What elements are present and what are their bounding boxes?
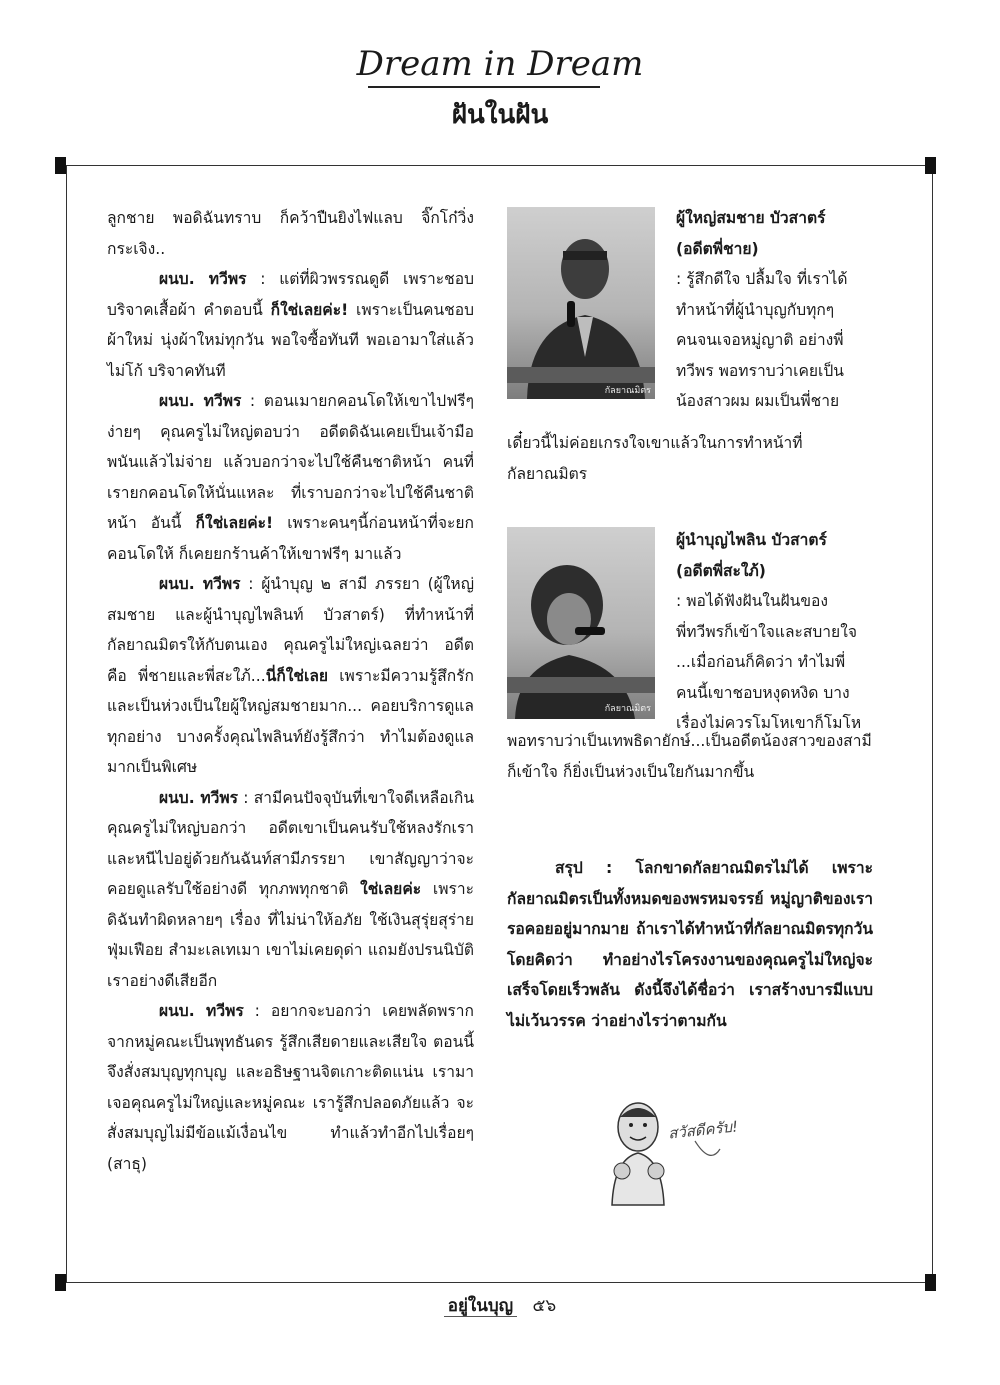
profile-1-continuation: เดี๋ยวนี้ไม่ค่อยเกรงใจเขาแล้วในการทำหน้าที่กัลยาณมิตร bbox=[507, 434, 803, 483]
photo-merit-leader bbox=[507, 527, 655, 719]
text: : ตอนเมายกคอนโดให้เขาไปฟรีๆ ง่ายๆ คุณครูไม่ใหญ่ตอบว่า อดีตดิฉันเคยเป็นเจ้ามือพนันแล้วไม่จ่าย แล้วบอกว่าจะไปใช้คืนชาติหน้า คนที่เรายกคอนโดให้นั่นแหละ ที่เราบอกว่าจะไปใช้คืนชาติหน้า อันนี้ bbox=[107, 392, 474, 532]
profile-name: ผู้นำบุญไพลิน บัวสาตร์ bbox=[676, 531, 827, 549]
text: เพราะดิฉันทำผิดหลายๆ เรื่อง ที่ไม่น่าให้อภัย ใช้เงินสุรุ่ยสุร่าย ฟุ่มเฟือย สำมะเลเทเมา เขาไม่เคยดุด่า แถมยังปรนนิบัติเราอย่างดีเสียอีก bbox=[107, 880, 474, 990]
profile-line: น้องสาวผม ผมเป็นพี่ชาย bbox=[676, 392, 840, 410]
corner-mark-top-left bbox=[55, 157, 66, 174]
emphasis: ก็ใช่เลยค่ะ! bbox=[195, 514, 274, 532]
paragraph bbox=[107, 783, 474, 997]
speaker-label: ผนบ. ทวีพร bbox=[159, 575, 241, 593]
summary bbox=[507, 853, 873, 1036]
profile-line: ทวีพร พอทราบว่าเคยเป็น bbox=[676, 361, 844, 380]
text: : อยากจะบอกว่า เคยพลัดพรากจากหมู่คณะเป็นพุทธันดร รู้สึกเสียดายและเสียใจ ตอนนี้จึงสั่งสมบุญทุกบุญ และอธิษฐานจิตเกาะติดแน่น เรามาเจอคุณครูไม่ใหญ่และหมู่คณะ เรารู้สึกปลอดภัยแล้ว จะสั่งสมบุญไม่มีข้อแม้เงื่อนไข ทำแล้วทำอีกไปเรื่อยๆ (สาธุ) bbox=[107, 1002, 474, 1173]
photo-caption: กัลยาณมิตร bbox=[604, 386, 651, 396]
text: เพราะมีความรู้สึกรักและเป็นห่วงเป็นใยผู้ใหญ่สมชายมาก... คอยบริการดูแลทุกอย่าง บางครั้งคุณไพลินท์ยังรู้สึกว่า ทำไมต้องดูแลมากเป็นพิเศษ bbox=[107, 666, 474, 776]
speaker-label: ผนบ. ทวีพร bbox=[159, 788, 239, 807]
profile-line: คนนี้เขาชอบหงุดหงิด บาง bbox=[676, 683, 850, 702]
frame-bottom-rule bbox=[62, 1282, 933, 1283]
paragraph bbox=[107, 569, 474, 783]
photo-caption: กัลยาณมิตร bbox=[604, 704, 651, 714]
profile-2-continuation: พอทราบว่าเป็นเทพธิดายักษ์...เป็นอดีตน้องสาวของสามี ก็เข้าใจ ก็ยิ่งเป็นห่วงเป็นใยกันมากขึ้น bbox=[507, 732, 872, 781]
profile-2-header bbox=[676, 525, 876, 739]
profile-line: : พอได้ฟังฝันในฝันของ bbox=[676, 592, 828, 610]
person-silhouette-icon bbox=[507, 207, 655, 399]
page-number: ๕๖ bbox=[532, 1296, 557, 1316]
magazine-logo: อยู่ในบุญ bbox=[444, 1296, 517, 1317]
corner-mark-bottom-right bbox=[925, 1274, 936, 1291]
speaker-label: ผนบ. ทวีพร bbox=[159, 392, 242, 410]
emphasis: ก็ใช่เลยค่ะ! bbox=[270, 300, 349, 319]
profile-line: : รู้สึกดีใจ ปลื้มใจ ที่เราได้ bbox=[676, 270, 848, 288]
emphasis: ใช่เลยค่ะ bbox=[360, 880, 422, 898]
profile-name: ผู้ใหญ่สมชาย บัวสาตร์ bbox=[676, 209, 826, 227]
summary-text: สรุป : โลกขาดกัลยาณมิตรไม่ได้ เพราะกัลยาณมิตรเป็นทั้งหมดของพรหมจรรย์ หมู่ญาติของเรารอคอยอยู่มากมาย ถ้าเราได้ทำหน้าที่กัลยาณมิตรทุกวัน โดยคิดว่า ทำอย่างไรโครงงานของคุณครูไม่ใหญ่จะเสร็จโดยเร็วพลัน ดังนี้จึงได้ชื่อว่า เราสร้างบารมีแบบไม่เว้นวรรค ว่าอย่างไรว่าตามกัน bbox=[507, 859, 873, 1030]
paragraph bbox=[107, 996, 474, 1179]
text: : แต่ที่ผิวพรรณดูดี เพราะชอบบริจาคเสื้อผ้า คำตอบนี้ bbox=[107, 270, 474, 319]
page-footer bbox=[0, 1292, 1000, 1319]
signature-greeting: สวัสดีครับ! bbox=[667, 1117, 739, 1143]
text: : สามีคนปัจจุบันที่เขาใจดีเหลือเกิน คุณครูไม่ใหญ่บอกว่า อดีตเขาเป็นคนรับใช้หลงรักเรา และหนีไปอยู่ด้วยกันฉันท์สามีภรรยา เขาสัญญาว่าจะคอยดูแลรับใช้อย่างดี ทุกภพทุกชาติ bbox=[107, 788, 474, 898]
title-underline bbox=[368, 86, 600, 88]
speaker-label: ผนบ. ทวีพร bbox=[159, 1002, 244, 1020]
profile-line: ทำหน้าที่ผู้นำบุญกับทุกๆ bbox=[676, 300, 835, 319]
profile-line: คนจนเจอหมู่ญาติ อย่างพี่ bbox=[676, 331, 844, 349]
paragraph: ลูกชาย พอดิฉันทราบ ก็คว้าปืนยิงไฟแลบ จิ๊กโก๋วิ่งกระเจิง.. bbox=[107, 209, 474, 258]
emphasis: นี่ก็ใช่เลย bbox=[265, 666, 329, 685]
corner-mark-bottom-left bbox=[55, 1274, 66, 1291]
profile-line: เรื่องไม่ควรโมโหเขาก็โมโห bbox=[676, 714, 862, 732]
frame-right-rule bbox=[932, 165, 933, 1282]
paragraph bbox=[107, 264, 474, 386]
left-column bbox=[107, 203, 474, 1179]
page-title-english: Dream in Dream bbox=[356, 44, 644, 84]
paragraph bbox=[107, 386, 474, 569]
person-silhouette-icon bbox=[507, 527, 655, 719]
profile-line: พี่ทวีพรก็เข้าใจและสบายใจ bbox=[676, 622, 857, 641]
text: เพราะเป็นคนชอบผ้าใหม่ นุ่งผ้าใหม่ทุกวัน พอใจซื้อทันที พอเอามาใส่แล้วไม่โก้ บริจาคทันที bbox=[107, 300, 474, 380]
speaker-label: ผนบ. ทวีพร bbox=[159, 270, 247, 288]
frame-left-rule bbox=[66, 165, 67, 1282]
frame-top-rule bbox=[62, 165, 933, 166]
photo-village-headman bbox=[507, 207, 655, 399]
cartoon-signature-illustration bbox=[600, 1095, 770, 1210]
page-title-thai: ฝันในฝัน bbox=[451, 100, 549, 130]
text: : ผู้นำบุญ ๒ สามี ภรรยา (ผู้ใหญ่สมชาย และผู้นำบุญไพลินท์ บัวสาตร์) ที่ทำหน้าที่กัลยาณมิตรให้กับตนเอง คุณครูไม่ใหญ่เฉลยว่า อดีต คือ พี่ชายและพี่สะใภ้... bbox=[107, 575, 474, 685]
profile-1-header bbox=[676, 203, 876, 417]
corner-mark-top-right bbox=[925, 157, 936, 174]
text: เพราะคนๆนี้ก่อนหน้าที่จะยกคอนโดให้ ก็เคยยกร้านค้าให้เขาฟรีๆ มาแล้ว bbox=[107, 514, 474, 563]
profile-line: ...เมื่อก่อนก็คิดว่า ทำไมพี่ bbox=[676, 653, 846, 671]
profile-role: (อดีตพี่สะใภ้) bbox=[676, 561, 766, 580]
profile-role: (อดีตพี่ชาย) bbox=[676, 239, 759, 258]
